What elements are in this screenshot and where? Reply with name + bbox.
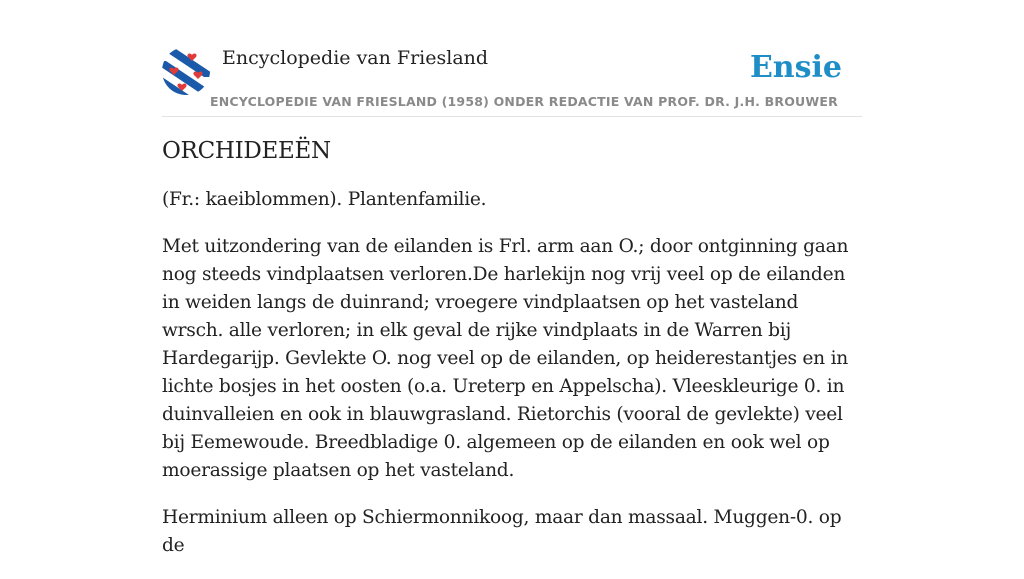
- entry-title: ORCHIDEEËN: [162, 138, 331, 164]
- entry-intro: (Fr.: kaeiblommen). Plantenfamilie.: [162, 189, 487, 210]
- ensie-brand-link[interactable]: Ensie: [749, 50, 842, 85]
- site-header: [162, 44, 862, 117]
- entry-body-continued: Herminium alleen op Schiermonnikoog, maar dan massaal. Muggen-0. op de: [162, 507, 842, 556]
- frisian-flag-icon[interactable]: [162, 47, 210, 95]
- site-title[interactable]: Encyclopedie van Friesland: [222, 47, 489, 69]
- entry-body: Met uitzondering van de eilanden is Frl. arm aan O.; door ontginning gaan nog steeds vindplaatsen verloren.De harlekijn nog vrij veel op de eilanden in weiden langs de duinrand; vroegere vindplaatsen op het vasteland wrsch. alle verloren; in elk geval de rijke vindplaats in de Warren bij Hardegarijp. Gevlekte O. nog veel op de eilanden, op heiderestantjes en in lichte bosjes in het oosten (o.a. Ureterp en Appelscha). Vleeskleurige 0. in duinvalleien en ook in blauwgrasland. Rietorchis (vooral de gevlekte) veel bij Eemewoude. Breedbladige 0. algemeen op de eilanden en ook wel op moerassige plaatsen op het vasteland.: [162, 236, 849, 481]
- entry-content: [162, 138, 864, 579]
- site-subtitle: ENCYCLOPEDIE VAN FRIESLAND (1958) ONDER REDACTIE VAN PROF. DR. J.H. BROUWER: [210, 94, 838, 109]
